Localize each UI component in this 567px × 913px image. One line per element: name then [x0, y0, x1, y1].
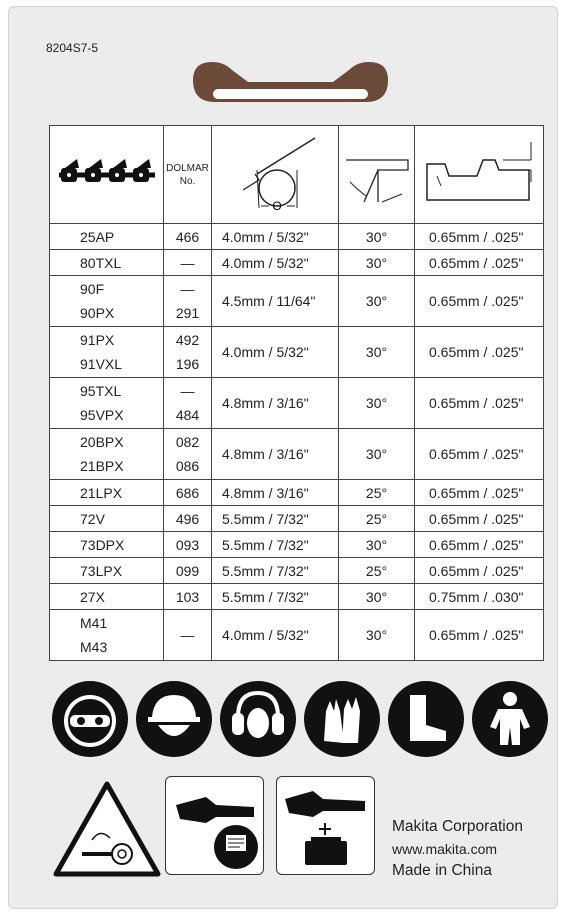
table-row — [50, 224, 544, 250]
hard-hat-icon — [136, 681, 212, 757]
filing-angle: 30° — [339, 584, 415, 610]
file-size: 4.8mm / 3/16" — [212, 480, 339, 506]
ear-protection-icon — [220, 681, 296, 757]
dolmar-number: 496 — [164, 506, 212, 532]
filing-angle: 30° — [339, 224, 415, 250]
table-row — [50, 584, 544, 610]
depth-gauge: 0.65mm / .025" — [415, 224, 544, 250]
depth-gauge: 0.75mm / .030" — [415, 584, 544, 610]
company-origin: Made in China — [392, 862, 492, 879]
chain-model: 95TXL 95VPX — [50, 378, 164, 429]
safety-icons — [52, 681, 546, 757]
table-row — [50, 378, 544, 429]
depth-gauge: 0.65mm / .025" — [415, 276, 544, 327]
filing-angle: 30° — [339, 327, 415, 378]
chain-spec-table — [49, 125, 544, 661]
chainsaw-battery-icon — [276, 776, 375, 875]
filing-angle: 30° — [339, 532, 415, 558]
table-row — [50, 558, 544, 584]
table-row — [50, 610, 544, 661]
depth-gauge: 0.65mm / .025" — [415, 378, 544, 429]
dolmar-number: — — [164, 610, 212, 661]
file-size: 5.5mm / 7/32" — [212, 584, 339, 610]
package-card — [8, 6, 558, 909]
depth-gauge: 0.65mm / .025" — [415, 506, 544, 532]
chain-model: 27X — [50, 584, 164, 610]
chain-model: 25AP — [50, 224, 164, 250]
company-website: www.makita.com — [392, 841, 498, 857]
filing-angle-icon — [339, 126, 415, 224]
chain-model: 80TXL — [50, 250, 164, 276]
chain-model: 73LPX — [50, 558, 164, 584]
filing-angle: 25° — [339, 506, 415, 532]
depth-gauge: 0.65mm / .025" — [415, 429, 544, 480]
protective-clothing-icon — [472, 681, 548, 757]
chainsaw-manual-icon — [165, 776, 264, 875]
filing-angle: 30° — [339, 610, 415, 661]
depth-gauge: 0.65mm / .025" — [415, 532, 544, 558]
table-row — [50, 506, 544, 532]
dolmar-number: — — [164, 250, 212, 276]
dolmar-number: 082 086 — [164, 429, 212, 480]
company-name: Makita Corporation — [392, 818, 523, 835]
table-row — [50, 327, 544, 378]
product-code: 8204S7-5 — [46, 41, 99, 55]
depth-gauge: 0.65mm / .025" — [415, 327, 544, 378]
filing-angle: 25° — [339, 480, 415, 506]
file-size: 4.8mm / 3/16" — [212, 378, 339, 429]
gloves-icon — [304, 681, 380, 757]
file-size: 5.5mm / 7/32" — [212, 558, 339, 584]
dolmar-number: 099 — [164, 558, 212, 584]
table-row — [50, 429, 544, 480]
table-row — [50, 250, 544, 276]
file-size: 4.5mm / 11/64" — [212, 276, 339, 327]
filing-angle: 25° — [339, 558, 415, 584]
dolmar-number: 686 — [164, 480, 212, 506]
dolmar-header: DOLMAR No. — [164, 126, 212, 224]
safety-boots-icon — [388, 681, 464, 757]
depth-gauge-icon — [415, 126, 544, 224]
filing-angle: 30° — [339, 429, 415, 480]
file-diameter-icon — [212, 126, 339, 224]
file-size: 5.5mm / 7/32" — [212, 506, 339, 532]
chain-model: 72V — [50, 506, 164, 532]
file-size: 5.5mm / 7/32" — [212, 532, 339, 558]
chain-model: 90F 90PX — [50, 276, 164, 327]
dolmar-number: 492 196 — [164, 327, 212, 378]
chain-model: 20BPX 21BPX — [50, 429, 164, 480]
depth-gauge: 0.65mm / .025" — [415, 558, 544, 584]
chain-model: M41 M43 — [50, 610, 164, 661]
table-row — [50, 276, 544, 327]
file-size: 4.0mm / 5/32" — [212, 610, 339, 661]
file-size: 4.8mm / 3/16" — [212, 429, 339, 480]
svg-text:O: O — [272, 199, 282, 213]
file-size: 4.0mm / 5/32" — [212, 327, 339, 378]
hang-hole — [188, 58, 393, 106]
eye-protection-icon — [52, 681, 128, 757]
company-info — [392, 816, 523, 882]
table-row — [50, 480, 544, 506]
table-row — [50, 532, 544, 558]
chain-type-icon — [50, 126, 164, 224]
dolmar-number: — 484 — [164, 378, 212, 429]
depth-gauge: 0.65mm / .025" — [415, 610, 544, 661]
chain-model: 91PX 91VXL — [50, 327, 164, 378]
filing-angle: 30° — [339, 378, 415, 429]
dolmar-number: — 291 — [164, 276, 212, 327]
filing-angle: 30° — [339, 276, 415, 327]
file-size: 4.0mm / 5/32" — [212, 224, 339, 250]
file-size: 4.0mm / 5/32" — [212, 250, 339, 276]
dolmar-number: 103 — [164, 584, 212, 610]
filing-angle: 30° — [339, 250, 415, 276]
chain-model: 73DPX — [50, 532, 164, 558]
chain-model: 21LPX — [50, 480, 164, 506]
dolmar-number: 466 — [164, 224, 212, 250]
depth-gauge: 0.65mm / .025" — [415, 480, 544, 506]
warning-kickback-icon — [52, 780, 162, 878]
depth-gauge: 0.65mm / .025" — [415, 250, 544, 276]
dolmar-number: 093 — [164, 532, 212, 558]
